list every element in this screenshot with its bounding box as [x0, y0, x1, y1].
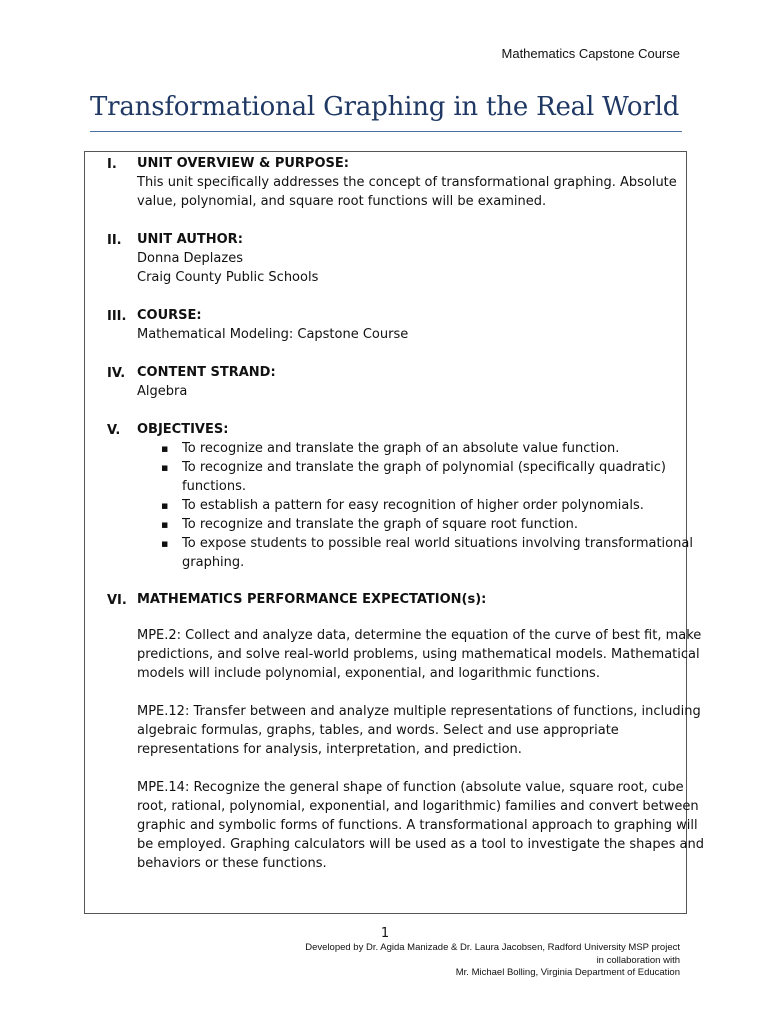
list-item: [137, 496, 672, 515]
section-heading: OBJECTIVES:: [137, 422, 229, 437]
paragraph-line: MPE.14: Recognize the general shape of function (absolute value, square root, cube: [137, 780, 684, 795]
list-item: [137, 458, 672, 496]
section-number: IV.: [107, 366, 126, 381]
section-line: Donna Deplazes: [137, 251, 243, 266]
section-line: This unit specifically addresses the concept of transformational graphing. Absolute: [137, 175, 677, 190]
paragraph-line: graphic and symbolic forms of functions. A transformational approach to graphing will: [137, 818, 698, 833]
section-body: [137, 363, 672, 401]
page-title: Transformational Graphing in the Real World: [90, 92, 680, 122]
content-frame: [84, 151, 704, 914]
objective-line: To recognize and translate the graph of an absolute value function.: [182, 441, 620, 456]
footer-credit-line-3: Mr. Michael Bolling, Virginia Department of Education: [455, 967, 680, 978]
section-number: V.: [107, 423, 121, 438]
section-heading: COURSE:: [137, 308, 202, 323]
section-heading: MATHEMATICS PERFORMANCE EXPECTATION(s):: [137, 592, 487, 607]
mpe-2-paragraph: [137, 626, 702, 683]
list-item: [137, 439, 672, 458]
section-body: [137, 306, 672, 344]
section-body: [137, 420, 693, 572]
section-body: [137, 154, 677, 211]
list-item: [137, 515, 672, 534]
section-number: II.: [107, 233, 122, 248]
footer-credit-line-2: in collaboration with: [596, 955, 680, 966]
section-line: Mathematical Modeling: Capstone Course: [137, 327, 409, 342]
objective-line: To recognize and translate the graph of square root function.: [182, 517, 579, 532]
objective-line: To recognize and translate the graph of polynomial (specifically quadratic): [182, 460, 667, 475]
course-header: Mathematics Capstone Course: [501, 46, 680, 61]
section-heading: CONTENT STRAND:: [137, 365, 276, 380]
mpe-14-paragraph: [137, 778, 704, 873]
paragraph-line: MPE.2: Collect and analyze data, determine the equation of the curve of best fit, make: [137, 628, 702, 643]
paragraph-line: predictions, and solve real-world problems, using mathematical models. Mathematical: [137, 647, 700, 662]
paragraph-line: representations for analysis, interpretation, and prediction.: [137, 742, 522, 757]
objective-line: To expose students to possible real world situations involving transformational: [182, 536, 693, 551]
list-item: [137, 534, 693, 572]
paragraph-line: MPE.12: Transfer between and analyze multiple representations of functions, including: [137, 704, 701, 719]
section-body: [137, 590, 704, 873]
bullet-icon: ▪: [161, 442, 169, 455]
section-heading: UNIT AUTHOR:: [137, 232, 243, 247]
objective-line: graphing.: [182, 555, 245, 570]
paragraph-line: root, rational, polynomial, exponential, and logarithmic) families and convert between: [137, 799, 699, 814]
mpe-12-paragraph: [137, 702, 701, 759]
objectives-list: [137, 439, 693, 572]
section-number: VI.: [107, 593, 127, 608]
bullet-icon: ▪: [161, 518, 169, 531]
section-line: value, polynomial, and square root functions will be examined.: [137, 194, 547, 209]
section-line: Craig County Public Schools: [137, 270, 319, 285]
section-number: III.: [107, 309, 127, 324]
page-number: 1: [380, 926, 390, 941]
objective-line: functions.: [182, 479, 247, 494]
footer-credit-line-1: Developed by Dr. Agida Manizade & Dr. Laura Jacobsen, Radford University MSP project: [305, 942, 680, 953]
paragraph-line: models will include polynomial, exponential, and logarithmic functions.: [137, 666, 600, 681]
objective-line: To establish a pattern for easy recognition of higher order polynomials.: [182, 498, 644, 513]
title-rule: [90, 131, 682, 132]
bullet-icon: ▪: [161, 461, 169, 474]
paragraph-line: algebraic formulas, graphs, tables, and words. Select and use appropriate: [137, 723, 619, 738]
paragraph-line: be employed. Graphing calculators will be used as a tool to investigate the shapes and: [137, 837, 704, 852]
bullet-icon: ▪: [161, 537, 169, 550]
section-heading: UNIT OVERVIEW & PURPOSE:: [137, 156, 349, 171]
section-number: I.: [107, 157, 117, 172]
section-line: Algebra: [137, 384, 188, 399]
section-body: [137, 230, 672, 287]
paragraph-line: behaviors or these functions.: [137, 856, 327, 871]
bullet-icon: ▪: [161, 499, 169, 512]
